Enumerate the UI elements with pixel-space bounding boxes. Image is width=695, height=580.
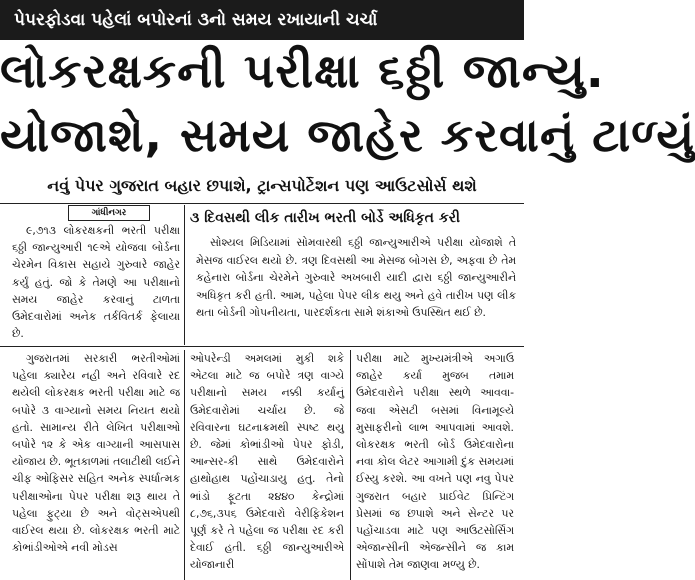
body-paragraph-3: પરીક્ષા માટે મુખ્યમંત્રીએ અગાઉ જાહેર કર્યા મુજબ તમામ ઉમેદવારોને પરીક્ષા સ્થળે આવવા-જવા એસટી બસમાં વિનામૂલ્યે મુસાફરીનો લાભ આપવામાં આવશે. લોકરક્ષક ભરતી બોર્ડ ઉમેદવારોના નવા કોલ લેટર આગામી દુંક સમયમાં ઈસ્યુ કરશે. આ વખતે પણ નવુ પેપર ગુજરાત બહાર પ્રાઈવેટ પ્રિન્ટિંગ પ્રેસમાં જ છપાશે અને સેન્ટર પર પહોંચાડવા માટે પણ આઉટસોર્સિંગ એજાન્સીની એજન્સીને જ કામ સોંપાશે તેમ જાણવા મળ્યુ છે. <box>356 352 514 572</box>
dateline: ગાંધીનગર <box>68 205 150 221</box>
box-body <box>196 234 516 344</box>
headline-line-2: યોજાશે, સમય જાહેર કરવાનું ટાળ્યું <box>0 108 695 162</box>
headline-line-1: લોકરક્ષકની પરીક્ષા ૬ઠ્ઠી જાન્યુ. <box>0 44 605 99</box>
subheadline: નવું પેપર ગુજરાત બહાર છપાશે, ટ્રાન્સપોર્ટેશન પણ આઉટસોર્સ થશે <box>47 176 477 195</box>
body-column-1 <box>12 350 180 580</box>
body-column-2 <box>190 350 344 580</box>
subhead-divider <box>0 203 524 204</box>
box-headline: ૩ દિવસથી લીક તારીખ ભરતી બોર્ડે અધિકૃત કરી <box>190 210 460 226</box>
box-bottom-rule <box>0 346 524 347</box>
box-left-rule <box>184 205 185 345</box>
lead-paragraph: ૯,૭૧૩ લોકરક્ષકની ભરતી પરીક્ષા ૬ઠ્ઠી જાન્યુઆરી ૧૯એ યોજવા બોર્ડના ચેરમેન વિકાસ સહાયે ગુરુવારે જાહેર કર્યું હતું. જો કે તેમણે આ પરીક્ષાનો સમય જાહેર કરવાનું ટાળતા ઉમેદવારોમાં અનેક તર્કવિતર્ક ફેલાયા છે. <box>12 224 180 341</box>
body-column-3 <box>356 350 514 580</box>
box-paragraph: સોશ્યલ મિડિયામાં સોમવારથી ૬ઠ્ઠી જાન્યુઆરીએ પરીક્ષા યોજાશે તે મેસજ વાઈરલ થયો છે. ત્રણ દિવસથી આ મેસજ બોગસ છે, અફવા છે તેમ કહેનારા બોર્ડના ચેરમેને ગુરુવારે અખબારી યાદી દ્વારા ૬ઠ્ઠી જાન્યુઆરીને અધિકૃત કરી હતી. આમ, પહેલા પેપર લીક થયુ અને હવે તારીખ પણ લીક થતા બોર્ડની ગોપનીયતા, પારદર્શકતા સામે શંકાઓ ઉપસ્થિત થઈ છે. <box>196 236 516 319</box>
column-rule-2 <box>350 350 351 580</box>
kicker-bar: પેપરફોડવા પહેલાં બપોરનાં ૩નો સમય રખાયાની ચર્ચા <box>0 0 524 40</box>
body-paragraph-1: ગુજરાતમાં સરકારી ભરતીઓમાં પહેલા ક્યારેય નહી અને રવિવારે રદ થયેલી લોકરક્ષક ભરતી પરીક્ષા માટે જ બપોરે ૩ વાગ્યાનો સમય નિયત થયો હતો. સામાન્ય રીતે લેખિત પરીક્ષાઓ બપોરે ૧૨ કે એક વાગ્યાની આસપાસ યોજાય છે. ભૂતકાળમાં તલાટીથી લઈને ચીફ ઓફિસર સહિત અનેક સ્પર્ધાત્મક પરીક્ષાઓના પેપર પરીક્ષા શરૂ થાય તે પહેલા ફુટ્યા છે અને વોટ્સએપથી વાઈરલ થયા છે. લોકરક્ષક ભરતી માટે કોભાંડીઓએ નવી મોડસ <box>12 352 180 555</box>
column-rule-1 <box>184 350 185 580</box>
body-paragraph-2: ઓપરેન્ડી અમલમાં મુકી શકે એટલા માટે જ બપોરે ત્રણ વાગ્યે પરીક્ષાનો સમય નક્કી કર્યાનું ઉમેદવારોમાં ચર્ચાય છે. જે રવિવારના ઘટનાક્રમથી સ્પષ્ટ થયુ છે. જેમાં કોભાંડીઓ પેપર ફોડી, આન્સર-કી સાથે ઉમેદવારોને હાથોહાથ પહોંચાડાયુ હતુ. તેનો ભાંડો ફૂટતા ૨૪૪૦ કેન્દ્રોમાં ૮,૭૬,૩૫૬ ઉમેદવારો વેરીફિકેશન પૂર્ણ કરે તે પહેલા જ પરીક્ષા રદ કરી દેવાઈ હતી. ૬ઠ્ઠી જાન્યુઆરીએ યોજાનારી <box>190 352 344 572</box>
